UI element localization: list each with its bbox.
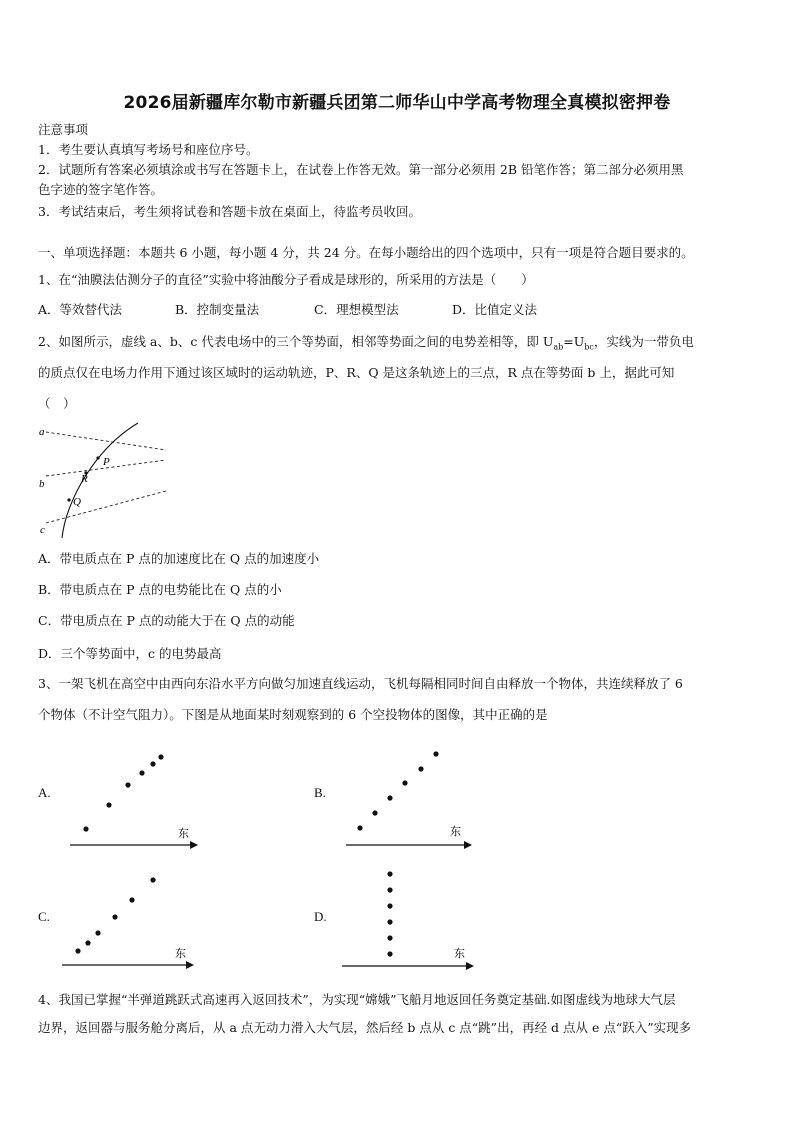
q2-option-d[interactable]: D．三个等势面中，c 的电势最高 bbox=[38, 646, 222, 661]
q1-option-b[interactable]: B．控制变量法 bbox=[175, 302, 260, 317]
axis-arrow bbox=[466, 962, 474, 970]
q2-option-b[interactable]: B．带电质点在 P 点的电势能比在 Q 点的小 bbox=[38, 582, 282, 597]
drop-dot bbox=[83, 826, 88, 831]
q3-option-b-label[interactable]: B. bbox=[314, 785, 326, 800]
trajectory-curve bbox=[62, 423, 138, 538]
q2-eq: =U bbox=[563, 334, 585, 349]
drop-dot bbox=[75, 948, 80, 953]
axis-label-east: 东 bbox=[454, 947, 465, 960]
equipotential-c bbox=[46, 491, 166, 523]
equipotential-a bbox=[46, 432, 166, 450]
axis-label-east: 东 bbox=[178, 827, 189, 840]
drop-dot bbox=[387, 887, 392, 892]
drop-dot bbox=[85, 940, 90, 945]
drop-dot bbox=[387, 795, 392, 800]
drop-dot bbox=[357, 825, 362, 830]
drop-dot bbox=[402, 780, 407, 785]
notice-item-3: 3．考试结束后，考生须将试卷和答题卡放在桌面上，待监考员收回。 bbox=[38, 204, 421, 219]
axis-label-east: 东 bbox=[450, 825, 461, 838]
q2-stem-part2: ，实线为一带负电 bbox=[593, 334, 694, 349]
axis-arrow bbox=[464, 841, 472, 849]
drop-dot bbox=[95, 930, 100, 935]
drop-dot bbox=[129, 897, 134, 902]
label-c: c bbox=[40, 524, 45, 536]
q2-paren: （ ） bbox=[38, 396, 76, 411]
drop-dot bbox=[387, 871, 392, 876]
q2-option-c[interactable]: C．带电质点在 P 点的动能大于在 Q 点的动能 bbox=[38, 613, 295, 628]
q4-line1: 4、我国已掌握“半弹道跳跃式高速再入返回技术”，为实现“嫦娥”飞船月地返回任务奠定基础.如图虚线为地球大气层 bbox=[38, 992, 676, 1007]
exam-title: 2026届新疆库尔勒市新疆兵团第二师华山中学高考物理全真模拟密押卷 bbox=[123, 93, 671, 113]
q3-option-a-label[interactable]: A. bbox=[38, 785, 51, 800]
q2-option-a[interactable]: A．带电质点在 P 点的加速度比在 Q 点的加速度小 bbox=[38, 551, 320, 566]
q3-figure-c bbox=[58, 870, 208, 975]
q2-sub-bc: bc bbox=[584, 342, 594, 352]
q1-option-d[interactable]: D．比值定义法 bbox=[452, 302, 538, 317]
drop-dot bbox=[387, 935, 392, 940]
q2-stem-line2: 的质点仅在电场力作用下通过该区域时的运动轨迹，P、R、Q 是这条轨迹上的三点，R 点在等势面 b 上，据此可知 bbox=[38, 365, 675, 380]
drop-dot bbox=[387, 919, 392, 924]
q1-stem: 1、在“油膜法估测分子的直径”实验中将油酸分子看成是球形的，所采用的方法是（ ） bbox=[38, 272, 534, 287]
drop-dot bbox=[125, 782, 130, 787]
q3-figure-a bbox=[60, 745, 210, 855]
notice-item-2-cont: 色字迹的签字笔作答。 bbox=[38, 182, 164, 197]
drop-dot bbox=[106, 802, 111, 807]
notice-item-1: 1．考生要认真填写考场号和座位序号。 bbox=[38, 142, 259, 157]
section-heading: 一、单项选择题：本题共 6 小题，每小题 4 分，共 24 分。在每小题给出的四个选项中，只有一项是符合题目要求的。 bbox=[38, 245, 694, 260]
label-p: P bbox=[103, 456, 110, 468]
drop-dot bbox=[387, 951, 392, 956]
drop-dot bbox=[433, 751, 438, 756]
q1-option-a[interactable]: A．等效替代法 bbox=[38, 302, 123, 317]
q3-option-d-label[interactable]: D. bbox=[314, 909, 327, 924]
q1-option-c[interactable]: C．理想模型法 bbox=[314, 302, 399, 317]
drop-dot bbox=[418, 766, 423, 771]
label-q: Q bbox=[73, 496, 81, 508]
drop-dot bbox=[139, 770, 144, 775]
drop-dot bbox=[150, 877, 155, 882]
label-b: b bbox=[39, 478, 45, 490]
q2-sub-ab: ab bbox=[553, 342, 564, 352]
q3-stem-line2: 个物体（不计空气阻力）。下图是从地面某时刻观察到的 6 个空投物体的图像，其中正确的是 bbox=[38, 707, 548, 722]
q4-line2: 边界，返回器与服务舱分离后，从 a 点无动力滑入大气层，然后经 b 点从 c 点“跳”出，再经 d 点从 e 点“跃入”实现多 bbox=[38, 1020, 692, 1035]
q2-stem-line1 bbox=[38, 332, 758, 357]
point-p bbox=[96, 456, 99, 459]
drop-dot bbox=[387, 903, 392, 908]
label-a: a bbox=[39, 426, 45, 438]
drop-dot bbox=[158, 754, 163, 759]
drop-dot bbox=[150, 761, 155, 766]
q2-stem-part1: 2、如图所示，虚线 a、b、c 代表电场中的三个等势面，相邻等势面之间的电势差相等，即 U bbox=[38, 334, 554, 349]
notice-heading: 注意事项 bbox=[38, 122, 89, 137]
q3-figure-d bbox=[338, 865, 488, 975]
axis-arrow bbox=[186, 961, 194, 969]
q3-figure-b bbox=[336, 745, 486, 855]
drop-dot bbox=[372, 810, 377, 815]
q3-option-c-label[interactable]: C. bbox=[38, 909, 50, 924]
q3-stem-line1: 3、一架飞机在高空中由西向东沿水平方向做匀加速直线运动，飞机每隔相同时间自由释放一个物体，共连续释放了 6 bbox=[38, 676, 683, 691]
q2-figure bbox=[36, 420, 171, 540]
notice-item-2: 2．试题所有答案必须填涂或书写在答题卡上，在试卷上作答无效。第一部分必须用 2B 铅笔作答；第二部分必须用黑 bbox=[38, 162, 684, 177]
drop-dot bbox=[112, 914, 117, 919]
point-q bbox=[67, 498, 70, 501]
axis-arrow bbox=[190, 841, 198, 849]
axis-label-east: 东 bbox=[175, 947, 186, 960]
label-r: R bbox=[81, 473, 88, 485]
